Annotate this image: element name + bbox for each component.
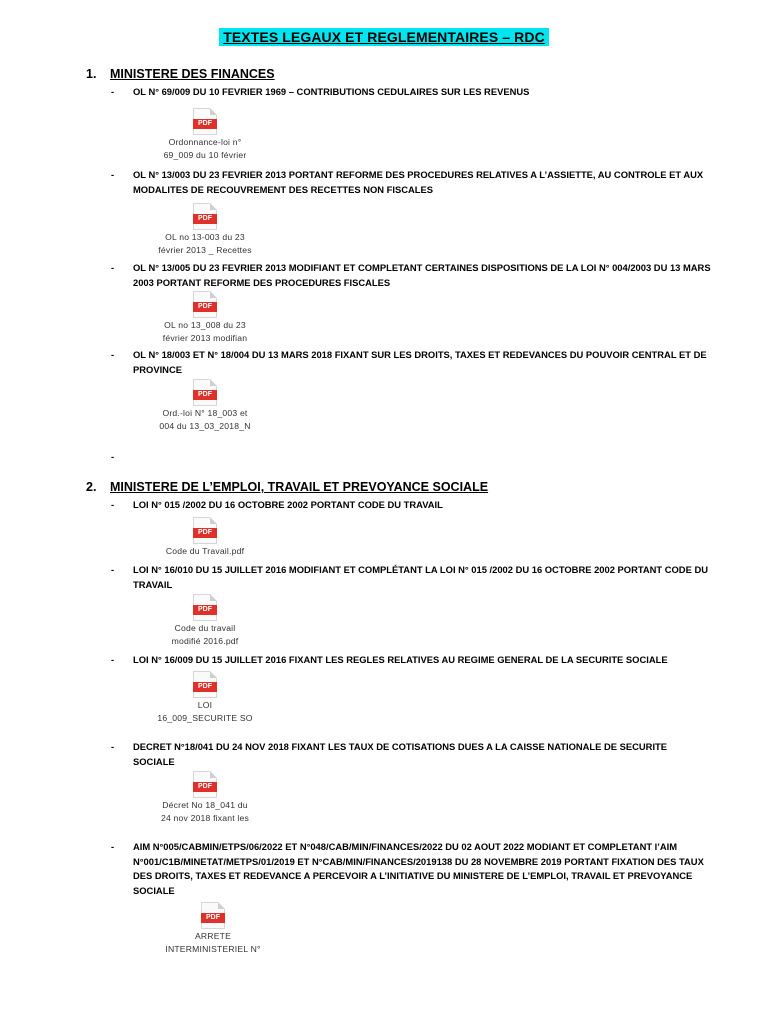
pdf-attachment[interactable] [150, 203, 260, 256]
pdf-attachment[interactable] [150, 517, 260, 557]
attachment-caption: Ord.-loi N° 18_003 et [162, 408, 248, 418]
pdf-attachment[interactable] [158, 902, 268, 955]
pdf-file-icon: PDF [193, 108, 217, 135]
attachment-caption: Décret No 18_041 du [162, 800, 248, 810]
item-text: OL N° 69/009 DU 10 FEVRIER 1969 – CONTRIBUTIONS CEDULAIRES SUR LES REVENUS [133, 86, 530, 97]
attachment-caption: OL no 13_008 du 23 [164, 320, 246, 330]
list-dash: - [111, 262, 115, 273]
item-text: LOI N° 015 /2002 DU 16 OCTOBRE 2002 PORTANT CODE DU TRAVAIL [133, 499, 443, 510]
attachment-caption: février 2013 _ Recettes [158, 245, 252, 255]
item-text: OL N° 13/005 DU 23 FEVRIER 2013 MODIFIANT ET COMPLETANT CERTAINES DISPOSITIONS DE LA LOI N° 004/2003 DU 13 MARS 2003 PORTANT REFORME DES PROCEDURES FISCALES [133, 262, 711, 288]
section-title: MINISTERE DES FINANCES [110, 67, 275, 81]
list-item [111, 498, 711, 513]
attachment-caption: 004 du 13_03_2018_N [159, 421, 251, 431]
pdf-attachment[interactable] [150, 771, 260, 824]
list-dash: - [111, 564, 115, 575]
attachment-caption: 69_009 du 10 février [163, 150, 247, 160]
attachment-caption: ARRETE [194, 931, 232, 941]
list-dash: - [111, 654, 115, 665]
pdf-file-icon: PDF [193, 291, 217, 318]
attachment-caption: 24 nov 2018 fixant les [160, 813, 249, 823]
list-item [111, 261, 711, 290]
attachment-caption: OL no 13-003 du 23 [165, 232, 245, 242]
attachment-caption: INTERMINISTERIEL N° [165, 944, 261, 954]
pdf-file-icon: PDF [193, 203, 217, 230]
pdf-file-icon: PDF [193, 671, 217, 698]
list-item [111, 85, 711, 100]
pdf-file-icon: PDF [193, 594, 217, 621]
pdf-file-icon: PDF [193, 517, 217, 544]
item-text: DECRET N°18/041 DU 24 NOV 2018 FIXANT LES TAUX DE COTISATIONS DUES A LA CAISSE NATIONALE DE SECURITE SOCIALE [133, 741, 668, 767]
list-dash: - [111, 499, 115, 510]
item-text: LOI N° 16/010 DU 15 JUILLET 2016 MODIFIANT ET COMPLÉTANT LA LOI N° 015 /2002 DU 16 OCTOBRE 2002 PORTANT CODE DU TRAVAIL [133, 564, 708, 590]
attachment-caption: 16_009_SECURITE SO [157, 713, 253, 723]
attachment-caption: Ordonnance-loi n° [168, 137, 242, 147]
item-text: OL N° 13/003 DU 23 FEVRIER 2013 PORTANT REFORME DES PROCEDURES RELATIVES A L’ASSIETTE, AU CONTROLE ET AUX MODALITES DE RECOUVREMENT DES RECETTES NON FISCALES [133, 169, 704, 195]
document-title: TEXTES LEGAUX ET REGLEMENTAIRES – RDC [219, 28, 549, 46]
list-item [111, 740, 711, 769]
pdf-attachment[interactable] [150, 379, 260, 432]
pdf-attachment[interactable] [150, 108, 260, 161]
list-dash: - [111, 741, 115, 752]
item-text: OL N° 18/003 ET N° 18/004 DU 13 MARS 2018 FIXANT SUR LES DROITS, TAXES ET REDEVANCES DU POUVOIR CENTRAL ET DE PROVINCE [133, 349, 707, 375]
list-item [111, 168, 711, 197]
section-heading-emploi [86, 480, 488, 494]
pdf-attachment[interactable] [150, 594, 260, 647]
attachment-caption: modifié 2016.pdf [171, 636, 239, 646]
list-dash: - [111, 349, 115, 360]
list-item [111, 563, 711, 592]
section-number: 1. [86, 67, 97, 81]
list-item [111, 348, 711, 377]
section-number: 2. [86, 480, 97, 494]
pdf-file-icon: PDF [193, 771, 217, 798]
list-dash: - [111, 841, 115, 852]
item-text: LOI N° 16/009 DU 15 JUILLET 2016 FIXANT LES REGLES RELATIVES AU REGIME GENERAL DE LA SECURITE SOCIALE [133, 654, 668, 665]
pdf-attachment[interactable] [150, 671, 260, 724]
title-wrap [0, 28, 768, 47]
list-item [111, 840, 711, 898]
section-heading-finances [86, 67, 275, 81]
list-item [111, 653, 711, 668]
pdf-file-icon: PDF [193, 379, 217, 406]
attachment-caption: LOI [197, 700, 213, 710]
pdf-attachment[interactable] [150, 291, 260, 344]
list-dash: - [111, 169, 115, 180]
attachment-caption: février 2013 modifian [162, 333, 248, 343]
list-dash: - [111, 451, 115, 462]
attachment-caption: Code du travail [174, 623, 236, 633]
attachment-caption: Code du Travail.pdf [165, 546, 245, 556]
section-title: MINISTERE DE L’EMPLOI, TRAVAIL ET PREVOYANCE SOCIALE [110, 480, 489, 494]
list-dash: - [111, 86, 115, 97]
pdf-file-icon: PDF [201, 902, 225, 929]
item-text: AIM N°005/CABMIN/ETPS/06/2022 ET N°048/CAB/MIN/FINANCES/2022 DU 02 AOUT 2022 MODIANT ET COMPLETANT l’AIM N°001/C1B/MINETAT/METPS/01/2019 ET N°CAB/MIN/FINANCES/2019138 DU 28 NOVEMBRE 2019 PORTANT FIXATION DES TAUX DES DROITS, TAXES ET REDEVANCE A PERCEVOIR A L’INITIATIVE DU MINISTERE DE L’EMPLOI, TRAVAIL ET PREVOYANCE SOCIALE [133, 841, 704, 896]
